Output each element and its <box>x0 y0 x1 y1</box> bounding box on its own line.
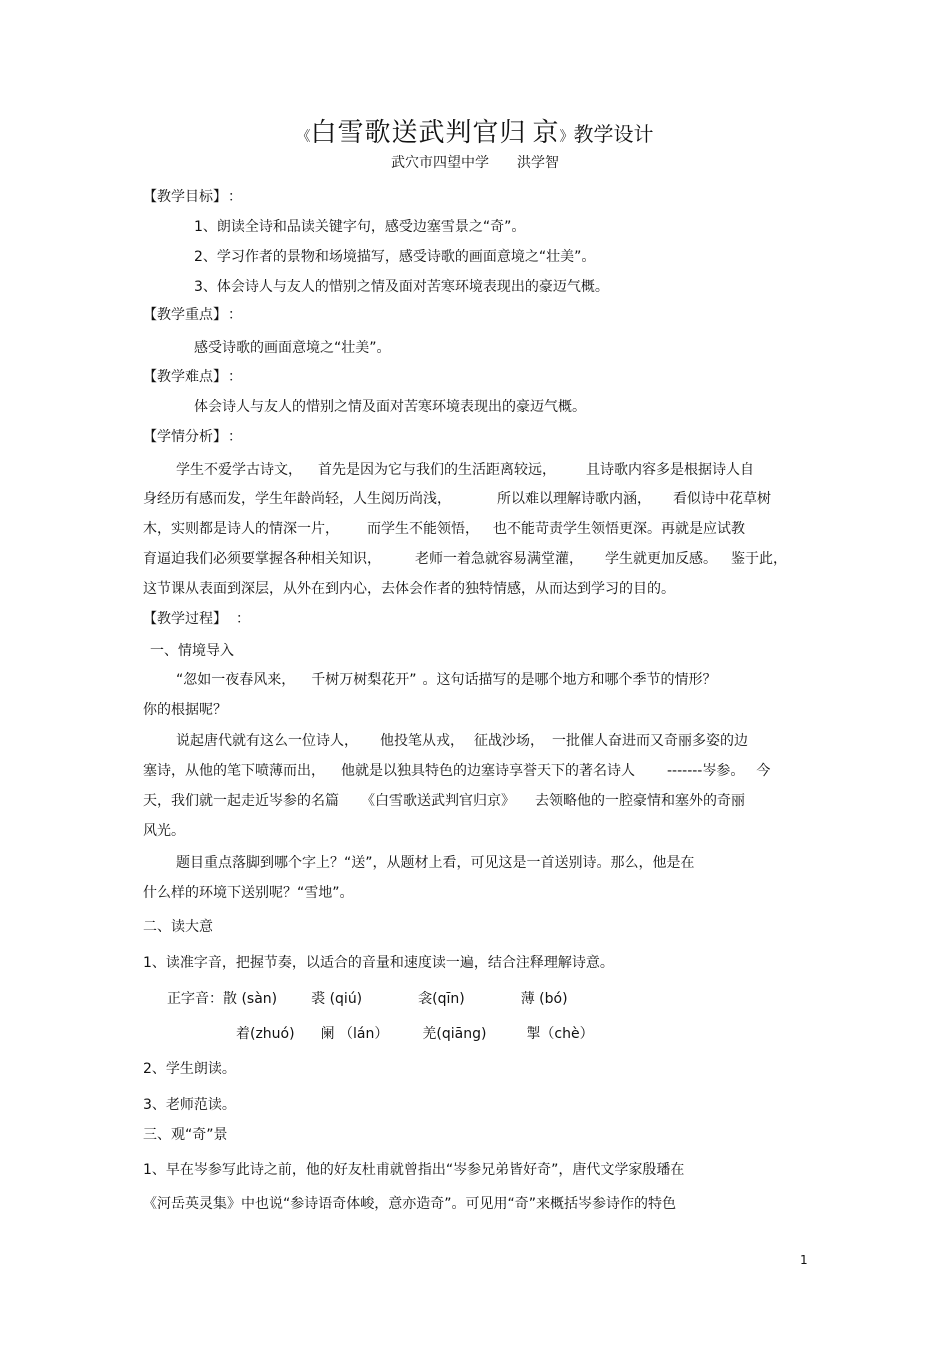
intro-paragraph-line: 你的根据呢？ <box>143 702 227 718</box>
text-segment: 《白雪歌送武判官归京》 <box>361 793 515 809</box>
intro-paragraph-line <box>176 730 748 750</box>
text-segment: 塞诗，从他的笔下喷薄而出， <box>143 763 325 779</box>
analysis-line <box>143 518 745 538</box>
goal-item: 1、朗读全诗和品读关键字句，感受边塞雪景之“奇”。 <box>194 219 526 235</box>
scenery-paragraph-line: 1、早在岑参写此诗之前，他的好友杜甫就曾指出“岑参兄弟皆好奇”，唐代文学家殷璠在 <box>143 1162 685 1178</box>
text-segment: 也不能苛责学生领悟更深。再就是应试教 <box>493 521 745 537</box>
difficulty-text: 体会诗人与友人的惜别之情及面对苦寒环境表现出的豪迈气概。 <box>194 399 586 415</box>
pronunciation-row <box>167 988 568 1008</box>
reading-step: 1、读准字音，把握节奏，以适合的音量和速度读一遍，结合注释理解诗意。 <box>143 955 614 971</box>
analysis-line <box>176 459 754 479</box>
difficulty-colon: ： <box>228 369 242 385</box>
title-main-a: 白雪歌送武判官归 <box>310 118 527 148</box>
reading-step: 3、老师范读。 <box>143 1097 236 1113</box>
text-segment: 木，实则都是诗人的情深一片， <box>143 521 339 537</box>
pronunciation-item: 着(zhuó) <box>236 1026 295 1042</box>
analysis-colon: ： <box>228 429 242 445</box>
text-segment: 且诗歌内容多是根据诗人自 <box>586 462 754 478</box>
key-point-heading: 【教学重点】 <box>143 307 220 323</box>
intro-paragraph-line: 风光。 <box>143 823 185 839</box>
goal-item: 2、学习作者的景物和场境描写，感受诗歌的画面意境之“壮美”。 <box>194 249 596 265</box>
intro-paragraph-line <box>176 669 717 689</box>
author-school: 武穴市四望中学 <box>391 155 489 171</box>
goals-heading-line <box>143 186 242 206</box>
goal-item: 3、体会诗人与友人的惜别之情及面对苦寒环境表现出的豪迈气概。 <box>194 279 609 295</box>
title-suffix: 教学设计 <box>573 122 654 146</box>
key-point-text: 感受诗歌的画面意境之“壮美”。 <box>194 340 391 356</box>
key-point-colon: ： <box>228 307 242 323</box>
pronunciation-row <box>236 1023 594 1043</box>
text-segment: 学生就更加反感。 <box>605 551 717 567</box>
text-segment: 身经历有感而发，学生年龄尚轻，人生阅历尚浅， <box>143 491 451 507</box>
text-segment: 他投笔从戎， <box>380 733 464 749</box>
text-segment: 天，我们就一起走近岑参的名篇 <box>143 793 339 809</box>
pronunciation-item: 裘 (qiú) <box>311 991 363 1007</box>
pronunciation-label: 正字音： <box>167 991 223 1007</box>
pronunciation-item: 衾(qīn) <box>418 991 465 1007</box>
text-segment: 首先是因为它与我们的生活距离较远， <box>318 462 556 478</box>
text-segment: 学生不爱学古诗文， <box>176 462 302 478</box>
section-title-reading: 二、读大意 <box>143 919 213 935</box>
text-segment: “忽如一夜春风来， <box>176 672 296 688</box>
analysis-heading: 【学情分析】 <box>143 429 220 445</box>
text-segment: 今 <box>756 763 771 779</box>
scenery-paragraph-line: 《河岳英灵集》中也说“参诗语奇体峻，意亦造奇”。可见用“奇”来概括岑参诗作的特色 <box>143 1196 677 1212</box>
goals-heading: 【教学目标】 <box>143 189 220 205</box>
text-segment: 。这句话描写的是哪个地方和哪个季节的情形？ <box>422 672 717 688</box>
text-segment: 所以难以理解诗歌内涵， <box>497 491 651 507</box>
process-heading: 【教学过程】 <box>143 611 220 627</box>
intro-paragraph-line <box>143 790 745 810</box>
text-segment: 去领略他的一腔豪情和塞外的奇丽 <box>535 793 745 809</box>
author-line <box>0 152 950 172</box>
pronunciation-item: 羌(qiāng) <box>422 1026 487 1042</box>
author-name: 洪学智 <box>517 155 559 171</box>
goals-colon: ： <box>228 189 242 205</box>
text-segment: 他就是以独具特色的边塞诗享誉天下的著名诗人 <box>341 763 635 779</box>
process-heading-line <box>143 608 250 628</box>
difficulty-heading-line <box>143 366 242 386</box>
section-title-scenery: 三、观“奇”景 <box>143 1127 228 1143</box>
text-segment: -------岑参。 <box>667 763 745 779</box>
title-open-bracket: 《 <box>296 129 311 145</box>
text-segment: 看似诗中花草树 <box>673 491 771 507</box>
intro-paragraph-line <box>143 760 770 780</box>
analysis-line <box>143 488 771 508</box>
text-segment: 鉴于此， <box>731 551 787 567</box>
pronunciation-item: 阑 （lán） <box>320 1026 389 1042</box>
document-title <box>0 112 950 149</box>
pronunciation-item: 散 (sàn) <box>223 991 278 1007</box>
pronunciation-item: 薄 (bó) <box>520 991 568 1007</box>
reading-step: 2、学生朗读。 <box>143 1061 236 1077</box>
page-number: 1 <box>800 1253 808 1267</box>
analysis-line: 这节课从表面到深层，从外在到内心，去体会作者的独特情感，从而达到学习的目的。 <box>143 581 675 597</box>
text-segment: 而学生不能领悟， <box>367 521 479 537</box>
analysis-heading-line <box>143 426 242 446</box>
analysis-line <box>143 548 787 568</box>
text-segment: 育逼迫我们必须要掌握各种相关知识， <box>143 551 381 567</box>
title-main-b: 京 <box>532 118 560 148</box>
pronunciation-item: 掣（chè） <box>526 1026 594 1042</box>
intro-paragraph-line: 题目重点落脚到哪个字上？“送”，从题材上看，可见这是一首送别诗。那么，他是在 <box>176 855 695 871</box>
intro-paragraph-line: 什么样的环境下送别呢？“雪地”。 <box>143 885 354 901</box>
process-colon: ： <box>236 611 250 627</box>
key-point-heading-line <box>143 304 242 324</box>
text-segment: 说起唐代就有这么一位诗人， <box>176 733 358 749</box>
section-title-intro: 一、情境导入 <box>150 643 234 659</box>
text-segment: 老师一着急就容易满堂灌， <box>415 551 583 567</box>
difficulty-heading: 【教学难点】 <box>143 369 220 385</box>
text-segment: 一批催人奋进而又奇丽多姿的边 <box>552 733 748 749</box>
text-segment: 千树万树梨花开” <box>311 672 417 688</box>
title-close-bracket: 》 <box>559 129 574 145</box>
text-segment: 征战沙场， <box>474 733 544 749</box>
